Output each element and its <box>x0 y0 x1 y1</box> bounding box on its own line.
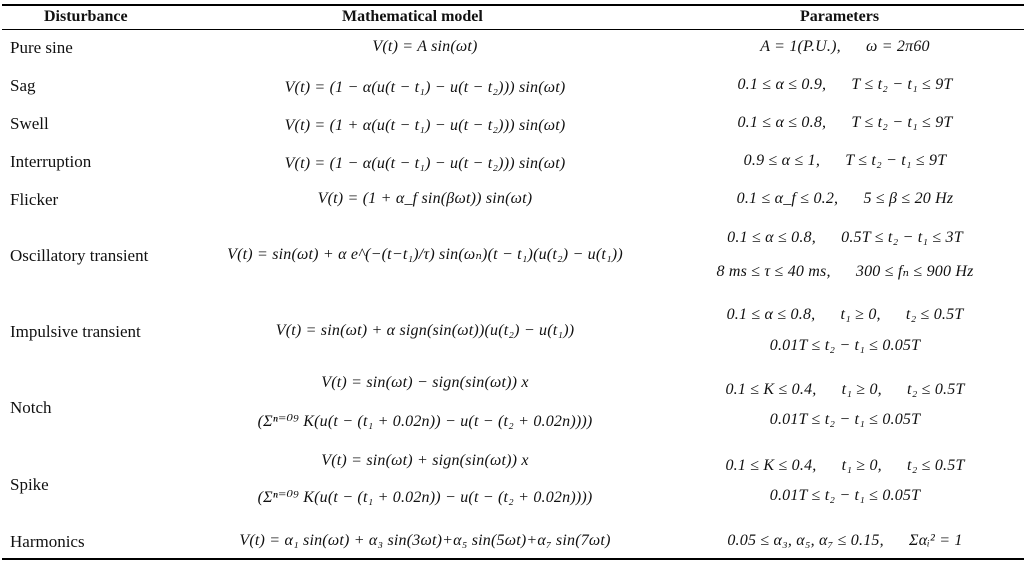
top-rule <box>2 4 1024 6</box>
disturbance-name: Spike <box>10 475 49 494</box>
parameter-range: A = 1(P.U.), ω = 2π60 <box>760 38 930 55</box>
disturbance-name: Interruption <box>10 152 92 171</box>
parameter-range: 0.1 ≤ α ≤ 0.8, T ≤ t₂ − t₁ ≤ 9T <box>737 114 953 131</box>
disturbance-name: Harmonics <box>10 532 85 551</box>
parameter-range: 0.01T ≤ t₂ − t₁ ≤ 0.05T <box>769 411 921 428</box>
parameter-range: 0.1 ≤ α ≤ 0.8, t₁ ≥ 0, t₂ ≤ 0.5T <box>726 306 964 323</box>
parameter-range: 0.01T ≤ t₂ − t₁ ≤ 0.05T <box>769 487 921 504</box>
disturbance-name: Flicker <box>10 190 59 209</box>
parameter-range: 8 ms ≤ τ ≤ 40 ms, 300 ≤ fₙ ≤ 900 Hz <box>716 263 974 280</box>
disturbance-name: Pure sine <box>10 38 73 57</box>
model-equation: V(t) = α₁ sin(ωt) + α₃ sin(3ωt)+α₅ sin(5ωt)+α₇ sin(7ωt) <box>239 532 611 549</box>
parameter-range: 0.9 ≤ α ≤ 1, T ≤ t₂ − t₁ ≤ 9T <box>743 152 947 169</box>
header-disturbance: Disturbance <box>44 8 128 25</box>
model-equation: (Σⁿ⁼⁰⁹ K(u(t − (t₁ + 0.02n)) − u(t − (t₂ + 0.02n)))) <box>257 489 593 506</box>
model-equation: V(t) = (1 + α_f sin(βωt)) sin(ωt) <box>317 190 533 207</box>
header-parameters: Parameters <box>800 8 880 25</box>
parameter-range: 0.1 ≤ α ≤ 0.9, T ≤ t₂ − t₁ ≤ 9T <box>737 76 953 93</box>
parameter-range: 0.01T ≤ t₂ − t₁ ≤ 0.05T <box>769 337 921 354</box>
model-equation: V(t) = sin(ωt) + sign(sin(ωt)) x <box>321 452 529 469</box>
parameter-range: 0.1 ≤ α_f ≤ 0.2, 5 ≤ β ≤ 20 Hz <box>736 190 954 207</box>
disturbance-name: Notch <box>10 398 52 417</box>
disturbance-name: Impulsive transient <box>10 322 141 341</box>
model-equation: V(t) = sin(ωt) + α sign(sin(ωt))(u(t₂) − u(t₁)) <box>275 322 575 339</box>
model-equation: V(t) = sin(ωt) + α e^(−(t−t₁)/τ) sin(ωₙ)(t − t₁)(u(t₂) − u(t₁)) <box>227 246 623 263</box>
model-equation: V(t) = sin(ωt) − sign(sin(ωt)) x <box>321 374 529 391</box>
disturbance-name: Oscillatory transient <box>10 246 149 265</box>
model-equation: V(t) = (1 + α(u(t − t₁) − u(t − t₂))) sin(ωt) <box>284 117 566 134</box>
model-equation: V(t) = A sin(ωt) <box>372 38 478 55</box>
model-equation: V(t) = (1 − α(u(t − t₁) − u(t − t₂))) sin(ωt) <box>284 79 566 96</box>
parameter-range: 0.05 ≤ α₃, α₅, α₇ ≤ 0.15, Σαᵢ² = 1 <box>727 532 963 549</box>
header-mathematical-model: Mathematical model <box>342 8 483 25</box>
parameter-range: 0.1 ≤ K ≤ 0.4, t₁ ≥ 0, t₂ ≤ 0.5T <box>725 381 965 398</box>
disturbance-name: Swell <box>10 114 49 133</box>
model-equation: (Σⁿ⁼⁰⁹ K(u(t − (t₁ + 0.02n)) − u(t − (t₂ + 0.02n)))) <box>257 413 593 430</box>
parameter-range: 0.1 ≤ K ≤ 0.4, t₁ ≥ 0, t₂ ≤ 0.5T <box>725 457 965 474</box>
bottom-rule <box>2 558 1024 560</box>
model-equation: V(t) = (1 − α(u(t − t₁) − u(t − t₂))) sin(ωt) <box>284 155 566 172</box>
disturbance-name: Sag <box>10 76 36 95</box>
parameter-range: 0.1 ≤ α ≤ 0.8, 0.5T ≤ t₂ − t₁ ≤ 3T <box>727 229 963 246</box>
header-rule <box>2 29 1024 30</box>
